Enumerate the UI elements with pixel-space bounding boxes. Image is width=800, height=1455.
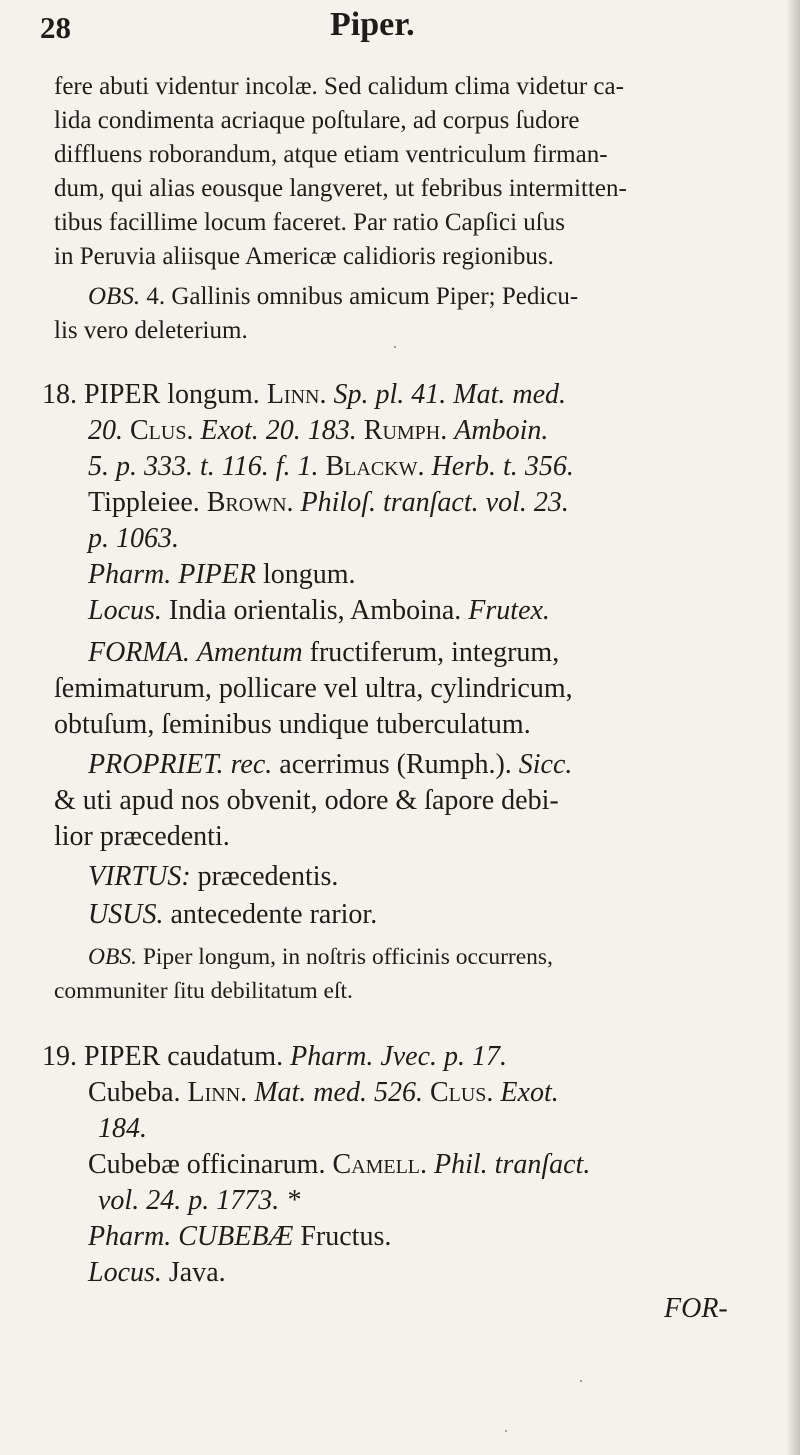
entry-19-locus: Locus. Java.: [88, 1257, 226, 1288]
entry-18-obs-2: communiter ſitu debilitatum eſt.: [54, 978, 353, 1004]
entry-19-ref-3: Cubebæ officinarum. Camell. Phil. tranſact.: [88, 1149, 591, 1180]
entry-18-ref-5: p. 1063.: [88, 523, 179, 554]
entry-18-propriet: PROPRIET. rec. acerrimus (Rumph.). Sicc.: [88, 749, 573, 780]
text-line: dum, qui alias eousque langveret, ut febribus intermitten-: [54, 175, 627, 202]
entry-19-ref-2: 184.: [98, 1113, 147, 1144]
entry-19-heading: 19. PIPER caudatum. Pharm. Jvec. p. 17.: [42, 1041, 508, 1072]
text-line: in Peruvia aliisque Americæ calidioris regionibus.: [54, 243, 554, 270]
entry-19-ref-4: vol. 24. p. 1773. *: [98, 1185, 301, 1216]
entry-18-heading: 18. PIPER longum. Linn. Sp. pl. 41. Mat. med.: [42, 379, 567, 410]
entry-18-ref-2: 20. Clus. Exot. 20. 183. Rumph. Amboin.: [88, 415, 549, 446]
entry-18-usus: USUS. antecedente rarior.: [88, 899, 378, 930]
ink-speck: [394, 346, 396, 348]
text-line: diffluens roborandum, atque etiam ventriculum firman-: [54, 141, 608, 168]
entry-18-forma-3: obtuſum, ſeminibus undique tuberculatum.: [54, 709, 531, 740]
entry-18-ref-3: 5. p. 333. t. 116. f. 1. Blackw. Herb. t. 356.: [88, 451, 574, 482]
obs-4-cont: lis vero deleterium.: [54, 317, 248, 344]
entry-18-obs: OBS. Piper longum, in noſtris officinis occurrens,: [88, 944, 553, 970]
entry-18-virtus: VIRTUS: præcedentis.: [88, 861, 339, 892]
ink-speck: [580, 1380, 582, 1382]
entry-18-locus: Locus. India orientalis, Amboina. Frutex.: [88, 595, 550, 626]
entry-19-ref-1: Cubeba. Linn. Mat. med. 526. Clus. Exot.: [88, 1077, 559, 1108]
page-number: 28: [40, 10, 71, 45]
ink-speck: [505, 1430, 507, 1432]
entry-19-pharm: Pharm. CUBEBÆ Fructus.: [88, 1221, 392, 1252]
entry-18-propriet-2: & uti apud nos obvenit, odore & ſapore debi-: [54, 785, 559, 816]
page-edge-shadow: [786, 0, 800, 1455]
page-header: [0, 2, 800, 52]
entry-18-forma: FORMA. Amentum fructiferum, integrum,: [88, 637, 560, 668]
text-line: tibus facillime locum faceret. Par ratio Capſici uſus: [54, 209, 565, 236]
text-line: lida condimenta acriaque poſtulare, ad corpus ſudore: [54, 107, 580, 134]
entry-18-forma-2: ſemimaturum, pollicare vel ultra, cylindricum,: [54, 673, 573, 704]
catchword: FOR-: [664, 1293, 728, 1324]
text-line: fere abuti videntur incolæ. Sed calidum clima videtur ca-: [54, 73, 624, 100]
entry-18-propriet-3: lior præcedenti.: [54, 821, 230, 852]
entry-18-ref-4: Tippleiee. Brown. Philoſ. tranſact. vol. 23.: [88, 487, 569, 518]
entry-18-pharm: Pharm. PIPER longum.: [88, 559, 356, 590]
obs-4: OBS. 4. Gallinis omnibus amicum Piper; Pedicu-: [88, 283, 579, 310]
running-head: Piper.: [330, 6, 415, 43]
